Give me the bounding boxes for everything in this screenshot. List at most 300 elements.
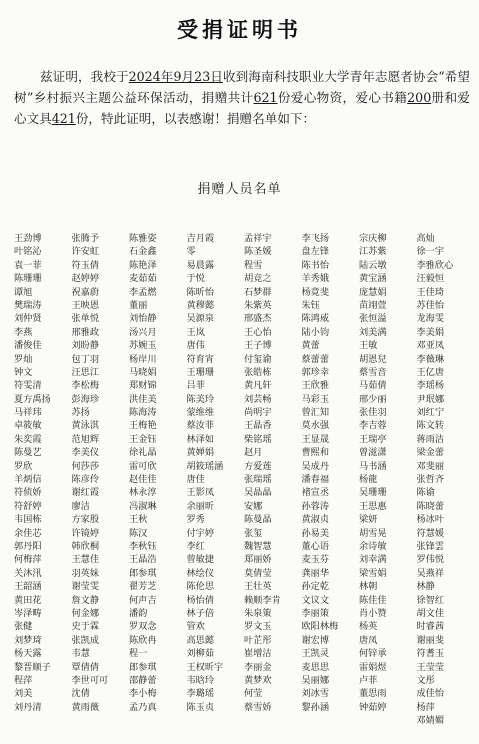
donor-name: 刘盼静 [71, 340, 100, 352]
donor-name: 何金娜 [71, 607, 100, 619]
donor-name: 张玺 [244, 527, 263, 539]
donor-name: 程萍 [14, 674, 33, 686]
donor-name: 陈曼晶 [244, 514, 272, 526]
donor-name: 杨英 [359, 621, 378, 633]
donor-name: 范旭辉 [71, 433, 100, 445]
donor-name: 曹熙和 [301, 447, 330, 459]
donor-name: 龙海雯 [416, 313, 445, 325]
donor-name: 陈美玲 [186, 393, 215, 405]
donor-name: 蔡雪音 [359, 366, 387, 378]
donor-name: 张健 [14, 621, 33, 633]
donor-name: 曾汇知 [301, 407, 330, 419]
donor-name: 胡文佳 [416, 607, 445, 619]
donor-name: 吴燕祥 [416, 567, 445, 579]
donor-name: 黄梦欢 [244, 674, 272, 686]
donor-name: 李飞扬 [301, 233, 330, 244]
donor-name: 陈晓蕾 [416, 500, 445, 512]
donor-name: 江苏紫 [359, 246, 387, 258]
donor-name: 刘冰雪 [301, 688, 330, 700]
donor-name: 王佳琦 [416, 286, 445, 298]
donor-name: 羽英妹 [71, 567, 100, 579]
donor-name: 符雯清 [14, 380, 42, 392]
donor-name: 陈鸿威 [301, 313, 330, 325]
books-count: 200 [407, 90, 432, 105]
donor-name: 汪毅恒 [416, 273, 445, 285]
donor-name: 褚宣丞 [301, 487, 330, 499]
donor-name: 郑丽娇 [244, 554, 272, 566]
donor-name: 陈雅姿 [129, 233, 157, 244]
donor-name: 邢少丽 [359, 393, 387, 405]
donor-name: 王影凤 [186, 487, 215, 499]
donor-name: 彭海珍 [71, 393, 100, 405]
body-text-2: 收到海南科技职业大学青年志愿者协会“希望树”乡村振兴主题公益环保活动，捐赠共计 [14, 69, 470, 105]
donor-name: 邢盛杰 [244, 313, 272, 325]
donor-name: 潘韵 [129, 607, 148, 619]
donor-name: 王亿唐 [416, 366, 445, 378]
donor-name: 羊炳信 [14, 474, 42, 486]
donor-name: 安娜 [244, 500, 263, 512]
donor-name: 马彩玉 [301, 393, 330, 405]
donor-name: 刘怡静 [129, 313, 157, 325]
donor-name: 余佳芯 [14, 527, 42, 539]
donor-name: 陈伦思 [186, 581, 215, 593]
donor-name: 雷娟煜 [359, 661, 387, 673]
donor-name: 韦晗玲 [186, 674, 215, 686]
donor-name: 唐凤 [359, 634, 378, 646]
donor-name: 王晶浩 [129, 554, 157, 566]
donor-name: 苗翊萱 [359, 299, 387, 311]
donor-name: 符耆玉 [416, 648, 445, 660]
donor-name: 胡雪晃 [359, 527, 387, 539]
donor-name: 董丽 [129, 299, 148, 311]
donor-name: 邓婧媚 [416, 715, 445, 727]
donor-name: 刘仲贤 [14, 313, 42, 325]
donor-name: 邓斐丽 [416, 460, 445, 472]
donor-name: 卓筱敏 [14, 420, 42, 432]
donor-name: 罗双念 [129, 621, 157, 633]
donor-name: 王珊珊 [186, 366, 215, 378]
donor-name: 王壮英 [244, 581, 272, 593]
donor-name: 陈欣冉 [129, 634, 157, 646]
donor-name: 孟祥宇 [244, 233, 272, 244]
donor-name: 包丁羽 [71, 353, 100, 365]
donor-name: 刘梦琦 [14, 634, 42, 646]
donor-name: 罗秀 [186, 514, 205, 526]
donor-name: 王梅艳 [129, 420, 157, 432]
donor-name: 邓亚凤 [416, 340, 445, 352]
donor-name: 吕菲 [186, 380, 205, 392]
donor-name: 陈文转 [416, 420, 445, 432]
donor-name: 李璐瑶 [186, 688, 215, 700]
donor-name: 杨竟斐 [301, 286, 330, 298]
donor-name: 张锋雲 [416, 540, 445, 552]
body-text-3: 份爱心物资，爱心书籍 [277, 90, 408, 105]
donor-name: 苏婉玉 [129, 340, 157, 352]
donor-name: 麦玉芬 [301, 554, 330, 566]
donor-name: 黄婵娟 [186, 447, 215, 459]
donor-name: 詹文静 [71, 594, 100, 606]
donor-name: 李红 [186, 540, 205, 552]
donor-name: 林静 [416, 581, 435, 593]
donor-name: 何梅萍 [14, 554, 42, 566]
donor-name: 杨龍 [359, 474, 378, 486]
donor-name: 王显晟 [301, 433, 330, 445]
donor-name: 潘春福 [301, 474, 330, 486]
donor-name: 钟茹婷 [359, 701, 387, 713]
donor-name: 王秋 [129, 514, 148, 526]
donor-name: 陆小钧 [301, 326, 330, 338]
donor-names-grid [14, 232, 474, 741]
donor-name: 王欣雅 [301, 380, 330, 392]
donor-name: 董心语 [301, 540, 330, 552]
donor-name: 陆云墩 [359, 259, 387, 271]
donor-name: 管欢 [186, 621, 205, 633]
donor-name: 关沐汛 [14, 567, 42, 579]
donor-name: 成佳怡 [416, 688, 445, 700]
donor-name: 王思惠 [359, 500, 387, 512]
donor-name: 杨天露 [14, 648, 42, 660]
donor-name: 蒋雨洁 [416, 433, 445, 445]
donor-name: 李瑶杨 [416, 380, 445, 392]
donor-name: 于悦 [186, 273, 205, 285]
donor-name: 王心怡 [244, 326, 272, 338]
donor-name: 汤兴月 [129, 326, 157, 338]
donor-name: 符舒婷 [14, 500, 42, 512]
donor-name: 郭珍幸 [301, 366, 330, 378]
donor-name: 李美娟 [416, 326, 445, 338]
donor-name: 杨岸川 [129, 353, 157, 365]
donor-name: 徐一宇 [416, 246, 445, 258]
donor-name: 孙定乾 [301, 581, 330, 593]
donor-name: 覃倩倩 [71, 661, 100, 673]
donor-name: 蔡汝菲 [186, 420, 215, 432]
donor-name: 郎参琪 [129, 567, 157, 579]
donor-name: 陈艳泽 [129, 259, 157, 271]
donor-name: 麦茹茹 [129, 273, 157, 285]
donor-name: 谭旭 [14, 286, 33, 298]
body-text-5: 份，特此证明，以表感谢！捐赠名单如下： [75, 111, 316, 126]
donor-name: 王瑞亭 [359, 433, 387, 445]
donor-name: 张瑞瑶 [244, 474, 272, 486]
donor-name: 尚明宇 [244, 407, 272, 419]
donor-name: 庞慧娟 [359, 286, 387, 298]
donor-name: 郑财锦 [129, 380, 157, 392]
donor-name: 吴珊珊 [359, 487, 387, 499]
donor-name: 王权昕宇 [186, 661, 224, 673]
donor-name: 韦国栋 [14, 514, 42, 526]
donor-name: 马茹倩 [359, 380, 387, 392]
donor-name: 欧阳林梅 [301, 621, 339, 633]
donor-name: 高思懿 [186, 634, 215, 646]
donor-name: 孟乃真 [129, 701, 157, 713]
donor-name: 罗文玉 [244, 621, 272, 633]
donor-name: 王凯灵 [301, 648, 330, 660]
donor-name: 王慧佳 [71, 554, 100, 566]
donor-name: 郭丹阳 [14, 540, 42, 552]
donor-name: 曾滋潇 [359, 447, 387, 459]
donor-name: 王岚 [186, 326, 205, 338]
donor-name: 袁一菲 [14, 259, 42, 271]
donor-name: 夏方禹扬 [14, 393, 51, 405]
donor-name: 苏佳怡 [416, 299, 445, 311]
donor-name: 陈汉 [129, 527, 148, 539]
donor-name: 莫倩莹 [244, 567, 272, 579]
donor-name: 朱泉策 [244, 607, 272, 619]
donor-name: 赵佳佳 [129, 474, 157, 486]
donor-name: 方爱莲 [244, 460, 272, 472]
donor-name: 沈倩 [71, 688, 90, 700]
donor-name: 卢菲 [359, 674, 378, 686]
donor-name: 黄穆懿 [186, 299, 215, 311]
donor-name: 钟文 [14, 366, 33, 378]
donor-name: 史于霖 [71, 621, 100, 633]
donor-name: 黄凡轩 [244, 380, 272, 392]
donor-name: 陈书怡 [301, 259, 330, 271]
donor-name: 徐智红 [416, 594, 445, 606]
donor-name: 叶铭沁 [14, 246, 42, 258]
donor-name: 符玉倩 [71, 259, 100, 271]
donor-name: 谢莹雯 [71, 581, 100, 593]
donor-name: 陈谕 [416, 487, 435, 499]
donor-name: 程雪 [244, 259, 263, 271]
donor-name: 谢宏博 [301, 634, 330, 646]
donor-name: 林泽如 [186, 433, 215, 445]
donor-name: 符侦娇 [14, 487, 42, 499]
donor-name: 邢雅政 [71, 326, 100, 338]
donor-name: 马祥玮 [14, 407, 42, 419]
donor-name: 尹珉娜 [416, 393, 445, 405]
donor-name: 蔡蕾蕾 [301, 353, 330, 365]
donor-name: 余诗敏 [359, 540, 387, 552]
donor-name: 朱钰 [301, 299, 320, 311]
donor-name: 郎参琪 [129, 661, 157, 673]
donor-name: 符慧媛 [416, 527, 445, 539]
donation-date: 2024年9月23日 [128, 69, 223, 84]
donor-name: 黄淑贞 [301, 514, 330, 526]
donor-name: 许镜婷 [71, 527, 100, 539]
donor-name: 李雅欣心 [416, 259, 454, 271]
donor-name: 岑泽畴 [14, 607, 42, 619]
donor-name: 谢丽斐 [416, 634, 445, 646]
donor-name: 杨冰叶 [416, 514, 445, 526]
donor-name: 林朝 [359, 581, 378, 593]
donor-name: 文议文 [301, 594, 330, 606]
donor-name: 韩欣桐 [71, 540, 100, 552]
donor-name: 张恒溢 [359, 313, 387, 325]
donor-name: 朱紫英 [244, 299, 272, 311]
donor-name: 吴晶晶 [244, 487, 272, 499]
donor-name: 刘芸畅 [244, 393, 272, 405]
donor-name: 孙易美 [301, 527, 330, 539]
donor-name: 黄雨薇 [71, 701, 100, 713]
donor-name: 董思雨 [359, 688, 387, 700]
donor-name: 胡筱瑶涵 [186, 460, 224, 472]
donor-name: 林绘仪 [186, 567, 215, 579]
donor-name: 刘幸满 [359, 554, 387, 566]
donor-name: 石金鑫 [129, 246, 157, 258]
donor-name: 刘丹清 [14, 701, 42, 713]
donor-name: 翟芳芝 [129, 581, 157, 593]
certificate-title: 受捐证明书 [177, 18, 302, 42]
donor-name: 张皓栋 [244, 366, 272, 378]
donor-name: 刘美 [14, 688, 33, 700]
donor-name: 刘美满 [359, 326, 387, 338]
donor-name: 黄泳淇 [71, 420, 100, 432]
donor-name: 吴源泉 [186, 313, 215, 325]
donor-name: 潘俊佳 [14, 340, 42, 352]
donor-name: 龚丽华 [301, 567, 330, 579]
donor-name: 胡恩兒 [359, 353, 387, 365]
donor-name: 苏扬 [71, 407, 90, 419]
donor-name: 李丽金 [244, 661, 272, 673]
donor-name: 马晓娟 [129, 366, 157, 378]
donor-name: 何莹 [244, 688, 263, 700]
donor-name: 王韶涵 [14, 581, 42, 593]
donor-name: 赖顺李肯 [244, 594, 281, 606]
donor-name: 朱奕霞 [14, 433, 42, 445]
donor-name: 刘柳茹 [186, 648, 215, 660]
donor-name: 吴丽娜 [301, 674, 330, 686]
donor-name: 梁妍 [359, 514, 378, 526]
donor-name: 魏智慧 [244, 540, 272, 552]
donor-name: 唐佳 [186, 474, 205, 486]
donor-name: 石梦群 [244, 286, 272, 298]
donor-name: 李薇琳 [416, 353, 445, 365]
donor-name: 肖小赞 [359, 607, 387, 619]
donor-name: 许安虹 [71, 246, 100, 258]
donor-name: 樊瑞涛 [14, 299, 42, 311]
donor-name: 祝嘉蔚 [71, 286, 100, 298]
donor-name: 文彤 [416, 674, 435, 686]
stationery-count: 421 [51, 111, 76, 126]
donor-name: 廖洁 [71, 500, 90, 512]
donor-name: 刘红宁 [416, 407, 445, 419]
donor-name: 马书涵 [359, 460, 387, 472]
donor-name: 徐礼晶 [129, 447, 157, 459]
donor-name: 孙蓉涛 [301, 500, 330, 512]
donor-name: 黎晋顺子 [14, 661, 51, 673]
donor-name: 付宇婷 [186, 527, 215, 539]
donor-name: 杨萍 [416, 701, 435, 713]
donor-name: 王敏 [359, 340, 378, 352]
donor-name: 张腾予 [71, 233, 100, 244]
donor-name: 罗伟悦 [416, 554, 445, 566]
donor-name: 何声吉 [129, 594, 157, 606]
donor-name: 雷可欣 [129, 460, 157, 472]
donor-name: 崔增洁 [244, 648, 272, 660]
donor-name: 陈珊珊 [14, 273, 42, 285]
donor-name: 赵婷婷 [71, 273, 100, 285]
donor-name: 吉月霞 [186, 233, 215, 244]
donor-name: 何锌承 [359, 648, 387, 660]
donor-name: 李小梅 [129, 688, 157, 700]
donor-name: 张凯成 [71, 634, 100, 646]
donor-name: 梁雪娟 [359, 567, 387, 579]
certificate-body [14, 66, 470, 129]
donor-name: 李世可可 [71, 674, 109, 686]
body-text-1: 兹证明，我校于 [40, 69, 129, 84]
donor-name: 陈昕怡 [186, 286, 215, 298]
donor-name: 李美仪 [71, 447, 100, 459]
donor-name: 叶芷彤 [244, 634, 272, 646]
donor-name: 谢红霞 [71, 487, 100, 499]
donor-name: 陈玉贞 [186, 701, 215, 713]
donor-name: 罗欣 [14, 460, 33, 472]
donor-name: 零 [186, 246, 196, 258]
donor-name: 陈圣媛 [244, 246, 272, 258]
donor-name: 黄蕾 [301, 340, 320, 352]
donor-name: 罗灿 [14, 353, 33, 365]
donor-name: 黄宝涵 [359, 273, 387, 285]
donor-name: 麦思思 [301, 661, 330, 673]
donor-name: 王子博 [244, 340, 272, 352]
donor-name: 王劲博 [14, 233, 42, 244]
donor-name: 陈海涛 [129, 407, 157, 419]
donor-name: 汪思江 [71, 366, 100, 378]
donor-name: 李丽策 [301, 607, 330, 619]
donor-name: 陈曼艺 [14, 447, 42, 459]
donor-name: 冯淑琳 [129, 500, 157, 512]
donor-name: 陈彦伶 [71, 474, 100, 486]
donor-name: 王金钰 [129, 433, 157, 445]
donor-name: 梁金蕾 [416, 447, 445, 459]
donor-name: 李秋钰 [129, 540, 157, 552]
donor-name: 曾敏捷 [186, 554, 215, 566]
donor-name: 时睿茜 [416, 621, 445, 633]
donor-name: 赵月 [244, 447, 263, 459]
donor-name: 王莹莹 [416, 661, 445, 673]
donor-name: 高灿 [416, 233, 435, 244]
donor-name: 盘左锋 [301, 246, 330, 258]
donor-name: 陈佳佳 [359, 594, 387, 606]
donor-name: 何莎莎 [71, 460, 100, 472]
donor-name: 羊秀娥 [301, 273, 330, 285]
donor-name: 吴成丹 [301, 460, 330, 472]
donor-name: 李吉蓉 [359, 420, 387, 432]
donor-name: 付玺谕 [244, 353, 272, 365]
donor-name: 林永淳 [129, 487, 157, 499]
donor-name: 方家殷 [71, 514, 100, 526]
donor-name: 王映恩 [71, 299, 100, 311]
donor-name: 莫水强 [301, 420, 330, 432]
donor-name: 邵静蕾 [129, 674, 157, 686]
donor-name: 唐伟 [186, 340, 205, 352]
donor-name: 蔡雪娇 [244, 701, 272, 713]
donor-name: 胡竞之 [244, 273, 272, 285]
donor-name: 张佳羽 [359, 407, 387, 419]
donor-name: 张哲齐 [416, 474, 445, 486]
donor-name: 杨怡倩 [186, 594, 215, 606]
body-text-4: 册和爱心文具 [14, 90, 471, 126]
donor-name: 宗庆柳 [359, 233, 387, 244]
donor-name: 余丽昕 [186, 500, 215, 512]
donor-name: 易晨露 [186, 259, 215, 271]
donor-name: 黄田花 [14, 594, 42, 606]
donor-name: 黎孙涵 [301, 701, 330, 713]
donor-name: 李孟燃 [129, 286, 157, 298]
donor-name: 洪佳美 [129, 393, 157, 405]
donor-name: 林子倍 [186, 607, 215, 619]
donor-name: 王晶香 [244, 420, 272, 432]
donor-name: 韦慧 [71, 648, 90, 660]
donor-name: 李松梅 [71, 380, 100, 392]
donor-name: 符育宵 [186, 353, 215, 365]
donor-name: 程一 [129, 648, 148, 660]
total-count: 621 [253, 90, 278, 105]
donor-name: 张单悦 [71, 313, 100, 325]
donor-name: 柴铭瑶 [244, 433, 272, 445]
donor-name: 蒙维维 [186, 407, 215, 419]
